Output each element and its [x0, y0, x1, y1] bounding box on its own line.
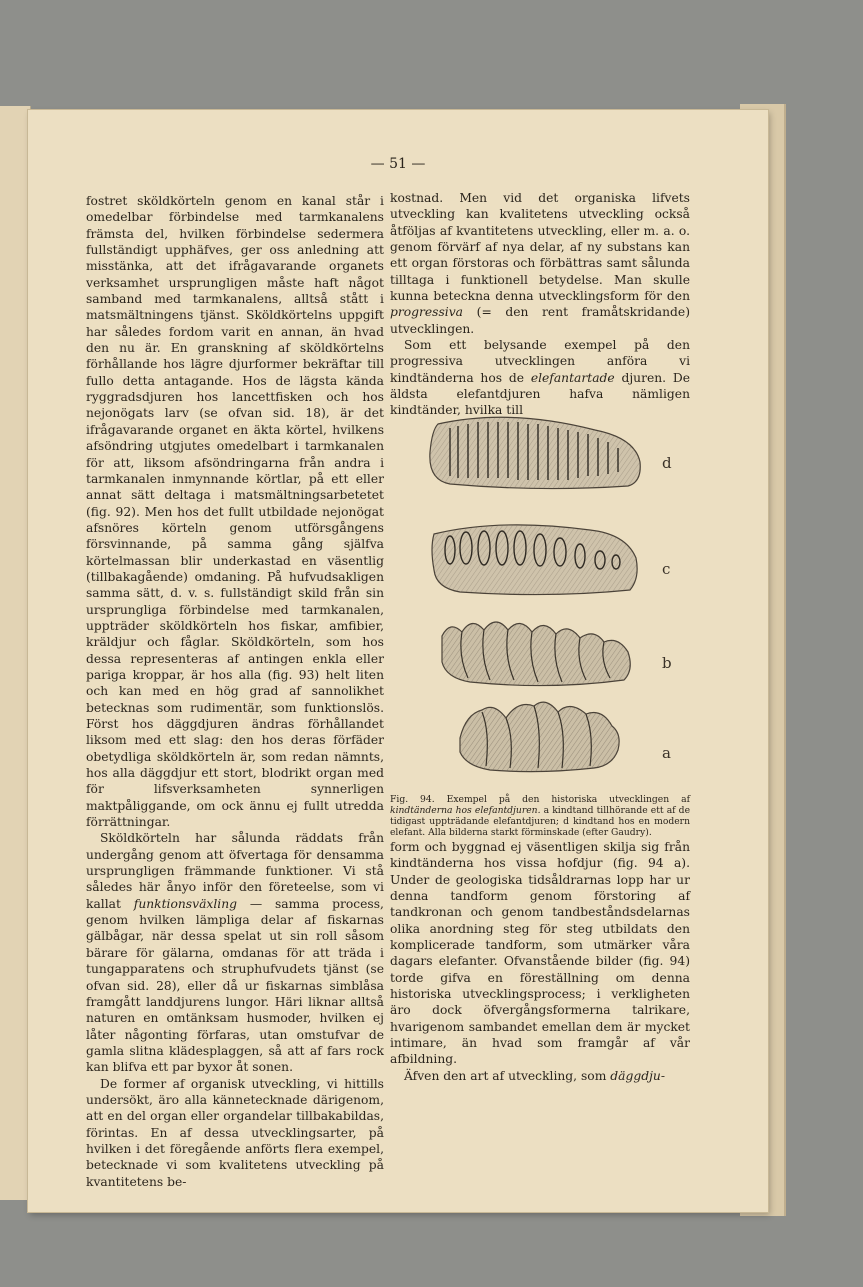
right-paragraph-1-text: kostnad. Men vid det organiska lifvets utveckling kan kvalitetens utveckling också åtföljas af kvantitetens utveckling, eller m. a. o. genom förvärf af nya delar, af ny substans kan ett organ förstoras och förbättras samt sålunda tilltaga i funktionell betydelse. Man skulle kunna beteckna denna utvecklingsform för den	[390, 191, 690, 304]
right-column-bottom	[390, 839, 690, 1084]
label-a: a	[662, 744, 671, 762]
page-number: — 51 —	[370, 156, 426, 172]
left-paragraph-1: fostret sköldkörteln genom en kanal står i omedelbar förbindelse med tarmkanalens främsta del, hvilken förbindelse sedermera fullständigt upphäfves, ger oss anledning att misstänka, att det ifrågavarande organets verksamhet ursprungligen måste haft något samband med tarmkanalens, alltså stått i matsmältningens tjänst. Sköldkörtelns uppgift har således fordom varit en annan, än hvad den nu är. En granskning af sköldkörtelns förhållande hos lägre djurformer bekräftar till fullo detta antagande. Hos de lägsta kända ryggradsdjuren hos lancettfisken och hos nejonögats larv (se ofvan sid. 18), är det ifrågavarande organet en äkta körtel, hvilkens afsöndring utgjutes omedelbart i tarmkanalen för att, liksom afsöndringarna från andra i tarmkanalen inmynnande körtlar, på ett eller annat sätt deltaga i matsmältningsarbetetet (fig. 92). Men hos det fullt utbildade nejonögat afsnöres körteln genom utförsgångens försvinnande, på samma gång själfva körtelmassan blir underkastad en väsentlig (tillbakagående) omdaning. På hufvudsakligen samma sätt, d. v. s. fullständigt skild från sin ursprungliga förbindelse med tarmkanalen, uppträder sköldkörteln hos fiskar, amfibier, kräldjur och fåglar. Sköldkörteln, som hos dessa representeras af antingen enkla eller pariga kroppar, är hos alla (fig. 93) helt liten och kan med en hög grad af sannolikhet betecknas som rudimentär, som funktionslös. Först hos däggdjuren ändras förhållandet liksom med ett slag: den hos deras förfäder obetydliga sköldkörteln är, som redan nämnts, hos alla däggdjur ett stort, blodrikt organ med för lifsverksamheten synnerligen maktpåliggande, om ock ännu ej fullt utredda förrättningar.	[86, 194, 384, 830]
teeth-illustration	[390, 400, 690, 790]
caption-term: kindtänderna hos elefantdjuren.	[390, 805, 541, 816]
right-paragraph-4	[390, 1068, 690, 1084]
term-elefantartade: elefantartade	[530, 370, 615, 385]
right-paragraph-1-cont: (= den rent framåtskridande) utvecklingen.	[390, 305, 690, 336]
left-paragraph-2-text: Sköldkörteln har sålunda räddats från undergång genom att öfvertaga för densamma ursprungligen främmande funktioner. Vi stå således här ånyo inför den företeelse, som vi kallat	[86, 831, 384, 911]
right-paragraph-2-cont: djuren. De äldsta elefantdjuren hafva nämligen kindtänder, hvilka till	[390, 370, 690, 418]
previous-page-edge	[0, 106, 31, 1200]
left-paragraph-2	[86, 830, 384, 1075]
tooth-c	[432, 525, 637, 595]
right-paragraph-4-text: Äfven den art af utveckling, som	[404, 1068, 607, 1083]
term-daggdju: däggdju-	[610, 1068, 666, 1083]
right-paragraph-1	[390, 190, 690, 337]
label-b: b	[662, 654, 672, 672]
label-c: c	[662, 560, 671, 578]
right-column-top	[390, 190, 690, 419]
right-paragraph-3: form och byggnad ej väsentligen skilja sig från kindtänderna hos vissa hofdjur (fig. 94 a). Under de geologiska tidsåldrarnas lopp har ur denna tandform genom förstoring af tandkronan och genom tandbeståndsdelarnas olika anordning steg för steg utbildats den komplicerade tandform, som utmärker våra dagars elefanter. Ofvanstående bilder (fig. 94) torde gifva en föreställning om denna historiska utvecklingsprocess; i verkligheten äro dock öfvergångsformerna talrikare, hvarigenom sambandet emellan dem är mycket intimare, än hvad som framgår af vår afbildning.	[390, 840, 690, 1067]
tooth-a	[460, 702, 619, 771]
right-paragraph-2-text: Som ett belysande exempel på den progressiva utvecklingen anföra vi kindtänderna hos de	[390, 338, 690, 385]
book-page	[28, 110, 768, 1212]
left-paragraph-3: De former af organisk utveckling, vi hittills undersökt, äro alla kännetecknade därigenom, att en del organ eller organdelar tillbakabildas, förintas. En af dessa utvecklingsarter, på hvilken i det föregående anförts flera exempel, betecknade vi som kvalitetens utveckling på kvantitetens be-	[86, 1076, 384, 1189]
left-column	[86, 193, 384, 1190]
term-progressiva: progressiva	[390, 305, 464, 320]
term-funktionsvaxling: funktionsväxling	[133, 896, 237, 911]
label-d: d	[662, 454, 672, 472]
tooth-d	[430, 417, 640, 488]
caption-line1: Fig. 94. Exempel på den historiska utvecklingen af	[390, 794, 690, 805]
tooth-b	[442, 622, 630, 686]
left-paragraph-2-cont: — samma process, genom hvilken lämpliga delar af fiskarnas gälbågar, när dessa spelat ut sin roll såsom bärare för gälarna, omdanas för att träda i tungapparatens och struphufvudets tjänst (se ofvan sid. 28), eller då ur fiskarnas simblåsa framgått landdjurens lungor. Häri liknar alltså naturen en omtänksam husmoder, hvilken ej låter någonting förfaras, utan omstufvar de gamla slitna klädesplaggen, så att af fars rock kan blifva ett par byxor åt sonen.	[86, 896, 384, 1075]
figure-94-teeth	[390, 400, 690, 790]
caption-line2: a kindtand tillhörande ett af de tidigast uppträdande elefantdjuren; d kindtand hos en modern elefant. Alla bilderna starkt förminskade (efter Gaudry).	[390, 805, 691, 838]
figure-caption	[390, 794, 690, 838]
